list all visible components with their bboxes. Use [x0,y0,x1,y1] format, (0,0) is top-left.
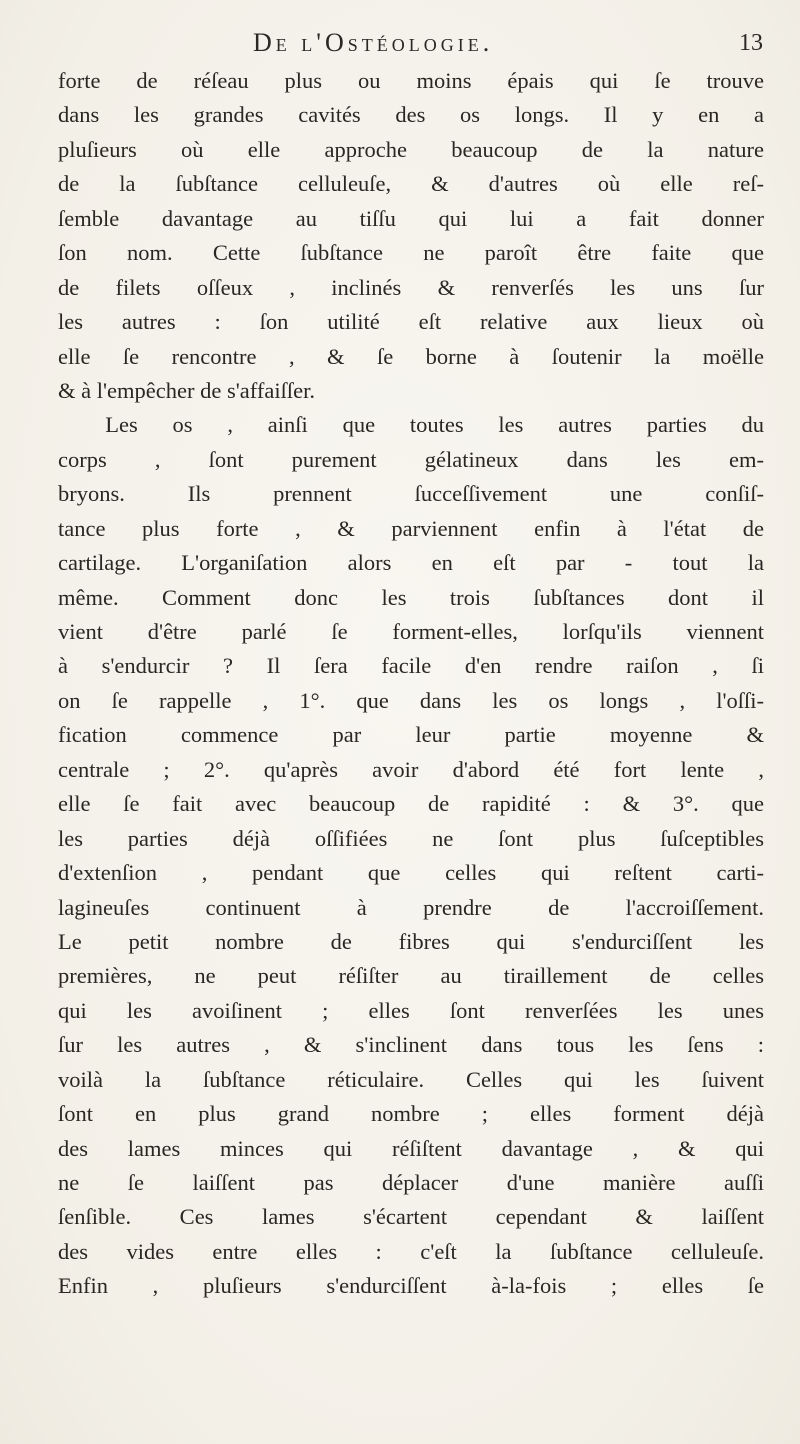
text-line: de la ſubſtance celluleuſe, & d'autres où elle reſ- [58,171,764,197]
text-line: voilà la ſubſtance réticulaire. Celles qui les ſuivent [58,1066,764,1092]
text-line: fication commence par leur partie moyenne & [58,722,764,748]
text-line: ſon nom. Cette ſubſtance ne paroît être faite que [58,240,764,266]
text-line: cartilage. L'organiſation alors en eſt par - tout la [58,550,764,576]
text-line: vient d'être parlé ſe forment-elles, lorſqu'ils viennent [58,619,764,644]
running-title: De l'Ostéologie. [253,28,494,57]
text-line: dans les grandes cavités des os longs. Il y en a [58,102,764,128]
body-text [58,64,764,1304]
text-line: elle ſe rencontre , & ſe borne à ſoutenir la moëlle [58,343,764,369]
text-line: bryons. Ils prennent ſucceſſivement une conſiſ- [58,481,764,507]
text-line: tance plus forte , & parviennent enfin à l'état de [58,515,764,541]
text-line: les autres : ſon utilité eſt relative aux lieux où [58,309,764,335]
text-line: ſur les autres , & s'inclinent dans tous les ſens : [58,1032,764,1058]
text-line: des vides entre elles : c'eſt la ſubſtance celluleuſe. [58,1238,764,1264]
text-line: des lames minces qui réſiſtent davantage , & qui [58,1135,764,1161]
page-number: 13 [739,30,763,56]
text-line: même. Comment donc les trois ſubſtances dont il [58,584,764,610]
text-line: centrale ; 2°. qu'après avoir d'abord été fort lente , [58,756,764,782]
page-header [253,28,763,62]
text-line: premières, ne peut réſiſter au tiraillement de celles [58,963,764,989]
text-line: pluſieurs où elle approche beaucoup de la nature [58,136,764,162]
text-line: d'extenſion , pendant que celles qui reſtent carti- [58,860,764,886]
text-line: ſemble davantage au tiſſu qui lui a fait donner [58,205,764,231]
text-line: ſont en plus grand nombre ; elles forment déjà [58,1101,764,1127]
text-line: de filets oſſeux , inclinés & renverſés les uns ſur [58,274,764,300]
text-line: on ſe rappelle , 1°. que dans les os longs , l'oſſi- [58,687,764,713]
text-line: Les os , ainſi que toutes les autres parties du [105,412,764,438]
text-line: les parties déjà oſſifiées ne ſont plus ſuſceptibles [58,825,764,851]
text-line: ne ſe laiſſent pas déplacer d'une manière auſſi [58,1170,764,1195]
text-line: elle ſe fait avec beaucoup de rapidité : & 3°. que [58,791,764,817]
text-line: forte de réſeau plus ou moins épais qui ſe trouve [58,68,764,93]
text-line: à s'endurcir ? Il ſera facile d'en rendre raiſon , ſi [58,653,764,679]
text-line: corps , ſont purement gélatineux dans les em- [58,446,764,472]
text-line: qui les avoiſinent ; elles ſont renverſées les unes [58,997,764,1023]
text-line: & à l'empêcher de s'affaiſſer. [58,377,315,403]
text-line: lagineuſes continuent à prendre de l'accroiſſement. [58,894,764,920]
text-line: Enfin , pluſieurs s'endurciſſent à-la-fois ; elles ſe [58,1273,764,1299]
text-line: ſenſible. Ces lames s'écartent cependant & laiſſent [58,1204,764,1230]
text-line: Le petit nombre de fibres qui s'endurciſſent les [58,928,764,954]
